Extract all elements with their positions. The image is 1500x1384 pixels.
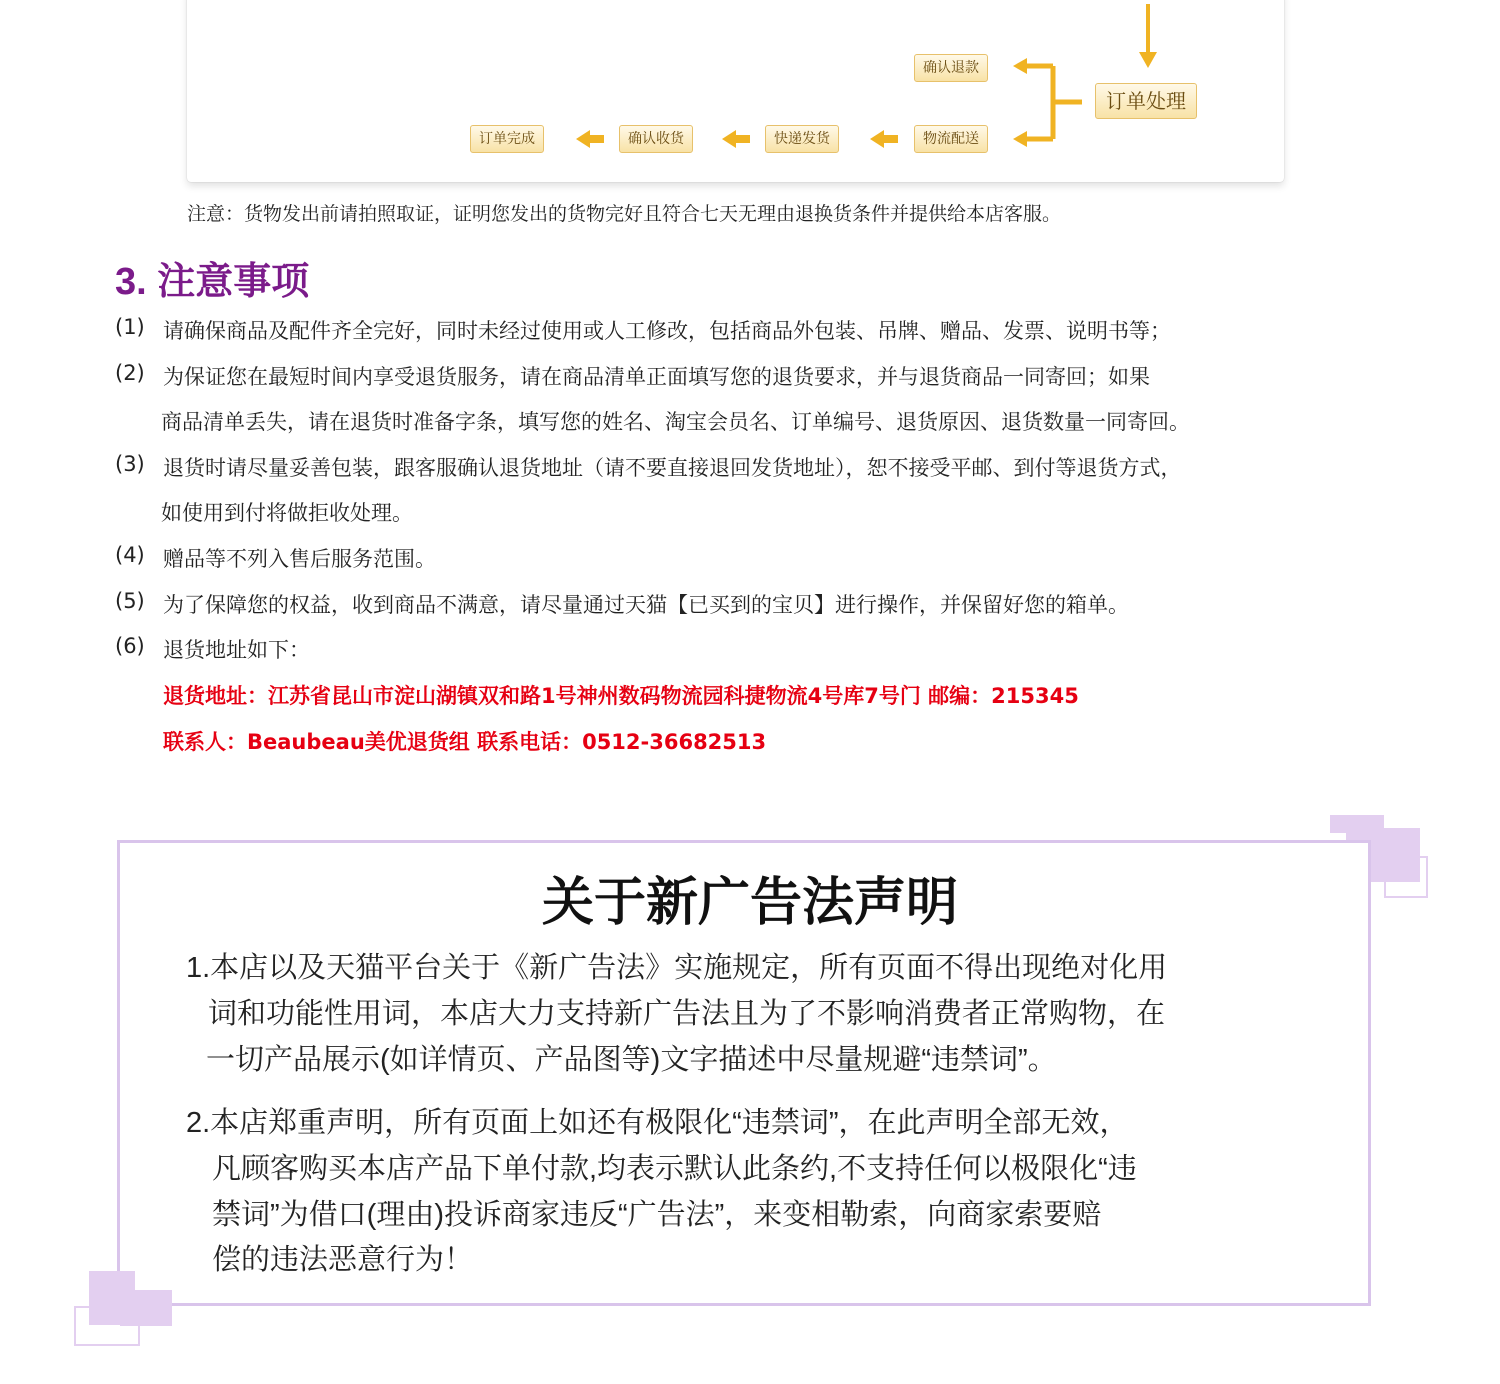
item-number: (1) xyxy=(115,315,145,339)
item-line: 退货时请尽量妥善包装，跟客服确认退货地址（请不要直接退回发货地址），恕不接受平邮、到付等退货方式， xyxy=(163,456,1182,480)
step-express-ship: 快递发货 xyxy=(765,125,839,153)
arrow-left-1 xyxy=(870,130,898,148)
item-number: (6) xyxy=(115,634,145,658)
item-number: (3) xyxy=(115,452,145,476)
item-line: 商品清单丢失，请在退货时准备字条，填写您的姓名、淘宝会员名、订单编号、退货原因、退货数量一同寄回。 xyxy=(161,410,1190,434)
item-line: 退货地址如下： xyxy=(163,638,310,662)
step-confirm-refund: 确认退款 xyxy=(914,54,988,82)
item-line: 为了保障您的权益，收到商品不满意，请尽量通过天猫【已买到的宝贝】进行操作，并保留好您的箱单。 xyxy=(163,593,1129,617)
item-line: 赠品等不列入售后服务范围。 xyxy=(163,547,436,571)
declaration-p1-line: 1.本店以及天猫平台关于《新广告法》实施规定，所有页面不得出现绝对化用 xyxy=(186,952,1168,984)
section-title: 3. 注意事项 xyxy=(115,261,310,303)
step-logistics-delivery: 物流配送 xyxy=(914,125,988,153)
arrow-down-head xyxy=(1139,52,1157,68)
item-line: 为保证您在最短时间内享受退货服务，请在商品清单正面填写您的退货要求，并与退货商品一同寄回；如果 xyxy=(163,365,1150,389)
arrow-left-3 xyxy=(576,130,604,148)
return-contact: 联系人：Beaubeau美优退货组 联系电话：0512-36682513 xyxy=(163,730,767,754)
item-number: (5) xyxy=(115,589,145,613)
return-address: 退货地址：江苏省昆山市淀山湖镇双和路1号神州数码物流园科捷物流4号库7号门 邮编：215345 xyxy=(163,684,1079,708)
decor-outline xyxy=(74,1306,140,1346)
arrow-left-2 xyxy=(722,130,750,148)
declaration-p1-line: 词和功能性用词，本店大力支持新广告法且为了不影响消费者正常购物，在 xyxy=(208,998,1166,1030)
photo-evidence-note: 注意：货物发出前请拍照取证，证明您发出的货物完好且符合七天无理由退换货条件并提供给本店客服。 xyxy=(187,203,1062,225)
item-number: (2) xyxy=(115,361,145,385)
declaration-p2-line: 2.本店郑重声明，所有页面上如还有极限化“违禁词”，在此声明全部无效， xyxy=(186,1107,1129,1139)
declaration-p2-line: 禁词”为借口(理由)投诉商家违反“广告法”，来变相勒索，向商家索要赔 xyxy=(212,1199,1102,1231)
declaration-title: 关于新广告法声明 xyxy=(541,874,958,932)
bracket-top-head xyxy=(1013,58,1027,74)
item-line: 请确保商品及配件齐全完好，同时未经过使用或人工修改，包括商品外包装、吊牌、赠品、发票、说明书等； xyxy=(163,319,1171,343)
step-order-process: 订单处理 xyxy=(1095,83,1197,119)
declaration-p2-line: 偿的违法恶意行为！ xyxy=(212,1244,474,1276)
declaration-p1-line: 一切产品展示(如详情页、产品图等)文字描述中尽量规避“违禁词”。 xyxy=(206,1044,1057,1076)
step-order-complete: 订单完成 xyxy=(470,125,544,153)
bracket-bottom-head xyxy=(1013,131,1027,147)
declaration-p2-line: 凡顾客购买本店产品下单付款,均表示默认此条约,不支持任何以极限化“违 xyxy=(212,1153,1137,1185)
refund-flow-diagram xyxy=(187,0,1284,182)
step-confirm-receipt: 确认收货 xyxy=(619,125,693,153)
item-number: (4) xyxy=(115,543,145,567)
item-line: 如使用到付将做拒收处理。 xyxy=(161,501,413,525)
